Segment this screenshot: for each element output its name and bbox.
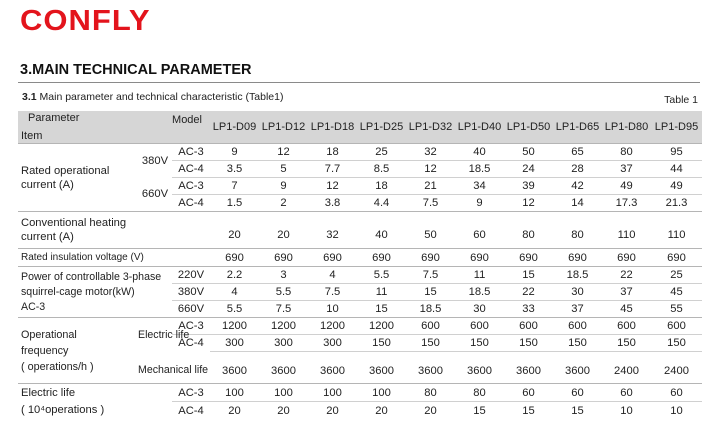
value-cell: 15 <box>357 301 406 318</box>
value-cell: 18.5 <box>455 161 504 178</box>
value-cell: 690 <box>553 249 602 267</box>
value-cell: 5.5 <box>259 284 308 301</box>
value-cell: 80 <box>602 144 651 161</box>
value-cell: 20 <box>357 402 406 420</box>
value-cell: 18.5 <box>553 267 602 284</box>
value-cell: 5 <box>259 161 308 178</box>
category-label: AC-3 <box>172 144 210 161</box>
value-cell: 600 <box>455 318 504 335</box>
model-header: LP1-D12 <box>259 111 308 144</box>
value-cell: 100 <box>308 384 357 402</box>
value-cell: 9 <box>455 195 504 212</box>
value-cell: 600 <box>553 318 602 335</box>
value-cell: 37 <box>553 301 602 318</box>
value-cell: 30 <box>553 284 602 301</box>
value-cell: 49 <box>651 178 702 195</box>
value-cell: 24 <box>504 161 553 178</box>
value-cell: 3.5 <box>210 161 259 178</box>
value-cell: 22 <box>602 267 651 284</box>
value-cell: 55 <box>651 301 702 318</box>
value-cell: 690 <box>504 249 553 267</box>
value-cell: 150 <box>357 335 406 352</box>
value-cell: 32 <box>308 212 357 249</box>
table-body <box>18 144 702 420</box>
value-cell: 42 <box>553 178 602 195</box>
section-divider <box>18 82 700 83</box>
voltage-label: 380V <box>138 144 172 178</box>
value-cell: 150 <box>602 335 651 352</box>
value-cell: 10 <box>308 301 357 318</box>
value-cell: 100 <box>357 384 406 402</box>
value-cell: 39 <box>504 178 553 195</box>
value-cell: 3.8 <box>308 195 357 212</box>
value-cell: 7.5 <box>406 267 455 284</box>
value-cell: 3600 <box>210 352 259 384</box>
value-cell: 40 <box>357 212 406 249</box>
value-cell: 7.5 <box>308 284 357 301</box>
value-cell: 1200 <box>259 318 308 335</box>
value-cell: 110 <box>651 212 702 249</box>
value-cell: 300 <box>259 335 308 352</box>
value-cell: 40 <box>455 144 504 161</box>
value-cell: 30 <box>455 301 504 318</box>
value-cell: 45 <box>651 284 702 301</box>
value-cell: 11 <box>357 284 406 301</box>
category-label: AC-4 <box>172 195 210 212</box>
value-cell: 690 <box>455 249 504 267</box>
value-cell: 3600 <box>357 352 406 384</box>
value-cell: 80 <box>455 384 504 402</box>
value-cell: 18 <box>308 144 357 161</box>
value-cell: 690 <box>259 249 308 267</box>
value-cell: 690 <box>308 249 357 267</box>
value-cell: 20 <box>406 402 455 420</box>
value-cell: 21.3 <box>651 195 702 212</box>
value-cell: 37 <box>602 284 651 301</box>
model-header: LP1-D80 <box>602 111 651 144</box>
value-cell: 18.5 <box>455 284 504 301</box>
electric-life-label: Electric life <box>138 318 172 352</box>
value-cell: 1200 <box>210 318 259 335</box>
value-cell: 11 <box>455 267 504 284</box>
value-cell: 20 <box>259 212 308 249</box>
value-cell: 20 <box>259 402 308 420</box>
value-cell: 17.3 <box>602 195 651 212</box>
value-cell: 150 <box>455 335 504 352</box>
value-cell: 1200 <box>357 318 406 335</box>
value-cell: 3600 <box>259 352 308 384</box>
value-cell: 25 <box>651 267 702 284</box>
value-cell: 2.2 <box>210 267 259 284</box>
category-label: AC-3 <box>172 384 210 402</box>
subsection-text: Main parameter and technical characteristic (Table1) <box>39 91 284 103</box>
value-cell: 7.5 <box>406 195 455 212</box>
header-item: Item <box>21 130 43 142</box>
value-cell: 300 <box>210 335 259 352</box>
value-cell: 690 <box>651 249 702 267</box>
voltage-label: 380V <box>172 284 210 301</box>
value-cell: 600 <box>602 318 651 335</box>
value-cell: 7.7 <box>308 161 357 178</box>
table-row <box>18 144 702 161</box>
value-cell: 600 <box>406 318 455 335</box>
value-cell: 80 <box>504 212 553 249</box>
value-cell: 28 <box>553 161 602 178</box>
value-cell: 8.5 <box>357 161 406 178</box>
value-cell: 12 <box>259 144 308 161</box>
value-cell: 150 <box>406 335 455 352</box>
category-label: AC-4 <box>172 161 210 178</box>
value-cell: 4.4 <box>357 195 406 212</box>
value-cell: 22 <box>504 284 553 301</box>
model-header: LP1-D18 <box>308 111 357 144</box>
value-cell: 15 <box>504 402 553 420</box>
value-cell: 150 <box>651 335 702 352</box>
model-header: LP1-D50 <box>504 111 553 144</box>
value-cell: 150 <box>504 335 553 352</box>
category-label: AC-3 <box>172 318 210 335</box>
voltage-label: 220V <box>172 267 210 284</box>
table-row <box>18 318 702 335</box>
value-cell: 600 <box>504 318 553 335</box>
value-cell: 20 <box>210 402 259 420</box>
row-label: Rated operational current (A) <box>18 144 138 212</box>
value-cell: 65 <box>553 144 602 161</box>
value-cell: 10 <box>602 402 651 420</box>
row-label: Operational frequency ( operations/h ) <box>18 318 138 384</box>
value-cell: 15 <box>553 402 602 420</box>
value-cell: 80 <box>406 384 455 402</box>
value-cell: 2 <box>259 195 308 212</box>
value-cell: 9 <box>210 144 259 161</box>
row-label: Power of controllable 3-phase squirrel-cage motor(kW) AC-3 <box>18 267 172 318</box>
value-cell: 21 <box>406 178 455 195</box>
model-header: LP1-D32 <box>406 111 455 144</box>
value-cell: 18.5 <box>406 301 455 318</box>
table-reference: Table 1 <box>664 94 698 106</box>
table-row <box>18 249 702 267</box>
value-cell: 3600 <box>553 352 602 384</box>
value-cell: 3600 <box>455 352 504 384</box>
value-cell: 2400 <box>651 352 702 384</box>
value-cell: 50 <box>504 144 553 161</box>
model-header: LP1-D65 <box>553 111 602 144</box>
value-cell: 3600 <box>308 352 357 384</box>
model-header: LP1-D25 <box>357 111 406 144</box>
header-model: Model <box>172 114 202 126</box>
value-cell: 60 <box>455 212 504 249</box>
subsection-number: 3.1 <box>22 91 37 103</box>
header-parameter: Parameter <box>28 112 80 124</box>
value-cell: 100 <box>259 384 308 402</box>
value-cell: 1200 <box>308 318 357 335</box>
row-label: Electric life ( 10⁴operations ) <box>18 384 172 420</box>
value-cell: 10 <box>651 402 702 420</box>
value-cell: 60 <box>504 384 553 402</box>
value-cell: 80 <box>553 212 602 249</box>
category-label: AC-4 <box>172 402 210 420</box>
voltage-label: 660V <box>172 301 210 318</box>
table-row <box>18 267 702 284</box>
value-cell: 4 <box>308 267 357 284</box>
value-cell: 300 <box>308 335 357 352</box>
value-cell: 2400 <box>602 352 651 384</box>
value-cell: 5.5 <box>210 301 259 318</box>
value-cell: 20 <box>210 212 259 249</box>
value-cell: 4 <box>210 284 259 301</box>
value-cell: 1.5 <box>210 195 259 212</box>
parameter-table <box>18 111 702 420</box>
category-label: AC-4 <box>172 335 210 352</box>
value-cell: 37 <box>602 161 651 178</box>
table-row <box>18 384 702 402</box>
brand-logo: CONFLY <box>20 4 151 37</box>
value-cell: 49 <box>602 178 651 195</box>
table-row <box>18 212 702 249</box>
value-cell: 60 <box>553 384 602 402</box>
value-cell: 95 <box>651 144 702 161</box>
value-cell: 33 <box>504 301 553 318</box>
value-cell: 34 <box>455 178 504 195</box>
value-cell: 9 <box>259 178 308 195</box>
value-cell: 15 <box>406 284 455 301</box>
value-cell: 7.5 <box>259 301 308 318</box>
value-cell: 18 <box>357 178 406 195</box>
value-cell: 7 <box>210 178 259 195</box>
value-cell: 150 <box>553 335 602 352</box>
value-cell: 600 <box>651 318 702 335</box>
mechanical-life-label: Mechanical life <box>138 364 209 377</box>
value-cell: 45 <box>602 301 651 318</box>
value-cell: 44 <box>651 161 702 178</box>
value-cell: 5.5 <box>357 267 406 284</box>
value-cell: 32 <box>406 144 455 161</box>
value-cell: 3 <box>259 267 308 284</box>
model-header: LP1-D40 <box>455 111 504 144</box>
value-cell: 12 <box>308 178 357 195</box>
header-corner-cell <box>18 111 210 144</box>
value-cell: 690 <box>210 249 259 267</box>
value-cell: 60 <box>651 384 702 402</box>
section-title: 3.MAIN TECHNICAL PARAMETER <box>20 62 252 78</box>
value-cell: 50 <box>406 212 455 249</box>
value-cell: 3600 <box>406 352 455 384</box>
value-cell: 690 <box>406 249 455 267</box>
value-cell: 15 <box>455 402 504 420</box>
value-cell: 20 <box>308 402 357 420</box>
value-cell: 60 <box>602 384 651 402</box>
value-cell: 12 <box>504 195 553 212</box>
value-cell: 690 <box>602 249 651 267</box>
value-cell: 25 <box>357 144 406 161</box>
value-cell: 12 <box>406 161 455 178</box>
row-label: Rated insulation voltage (V) <box>18 249 210 267</box>
value-cell: 3600 <box>504 352 553 384</box>
value-cell: 100 <box>210 384 259 402</box>
voltage-label: 660V <box>141 188 169 201</box>
table-header-row <box>18 111 702 144</box>
value-cell: 690 <box>357 249 406 267</box>
model-header: LP1-D95 <box>651 111 702 144</box>
category-label: AC-3 <box>172 178 210 195</box>
subsection-title <box>22 91 283 103</box>
row-label: Conventional heating current (A) <box>18 212 210 249</box>
value-cell: 15 <box>504 267 553 284</box>
value-cell: 14 <box>553 195 602 212</box>
model-header: LP1-D09 <box>210 111 259 144</box>
value-cell: 110 <box>602 212 651 249</box>
